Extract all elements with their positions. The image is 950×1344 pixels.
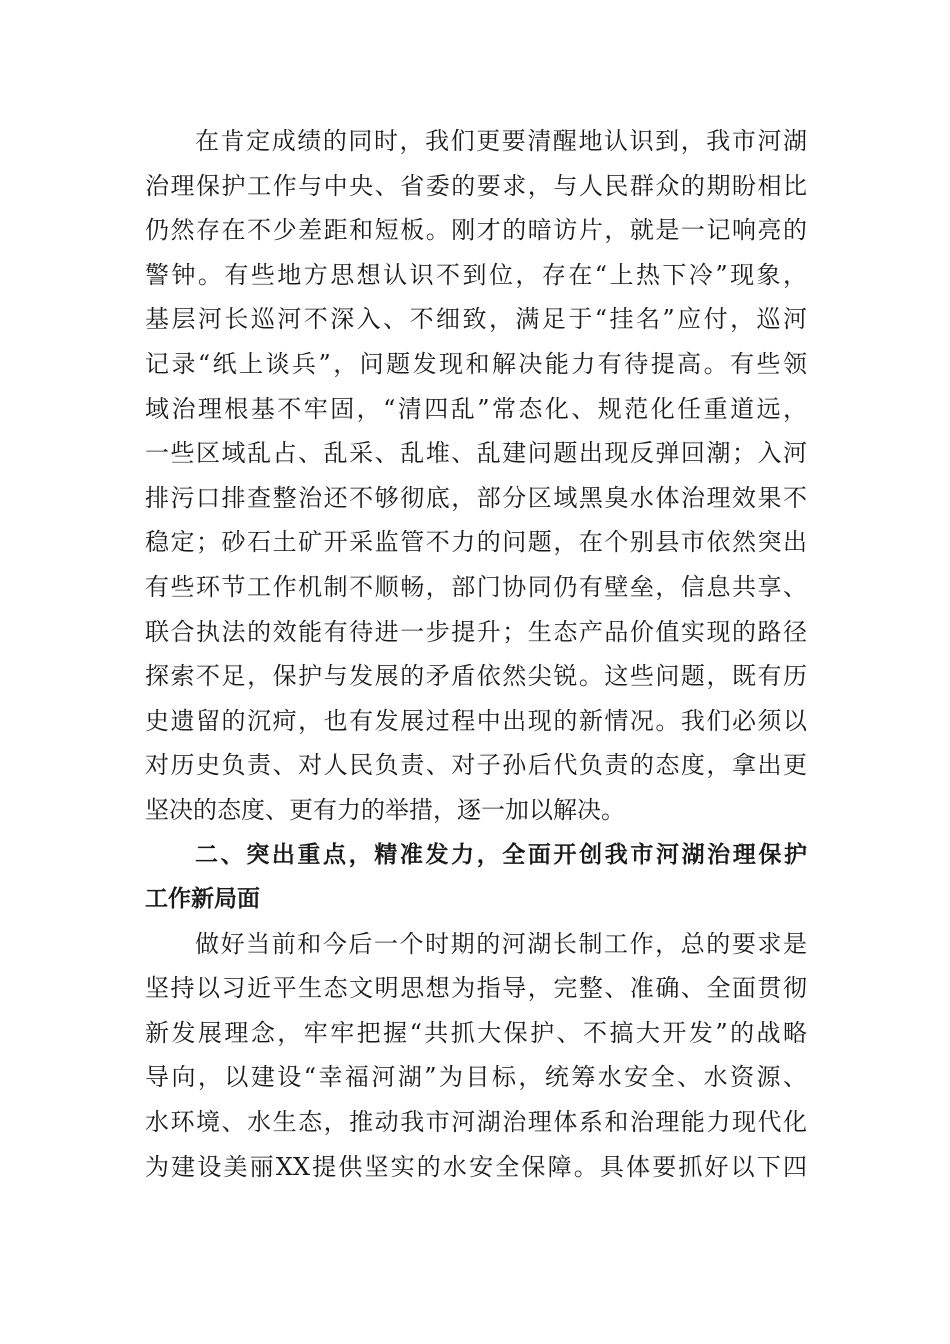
text-line: 在肯定成绩的同时，我们更要清醒地认识到，我市河湖 xyxy=(195,127,807,155)
heading-line: 二、突出重点，精准发力，全面开创我市河湖治理保护 xyxy=(195,841,807,868)
text-line: 基层河长巡河不深入、不细致，满足于“挂名”应付，巡河 xyxy=(145,305,807,334)
text-line: 水环境、水生态，推动我市河湖治理体系和治理能力现代化 xyxy=(145,1108,807,1137)
text-line: 联合执法的效能有待进一步提升；生态产品价值实现的路径 xyxy=(145,617,807,646)
text-line: 警钟。有些地方思想认识不到位，存在“上热下冷”现象， xyxy=(145,260,807,289)
text-line: 导向，以建设“幸福河湖”为目标，统筹水安全、水资源、 xyxy=(145,1063,807,1092)
text-line: 做好当前和今后一个时期的河湖长制工作，总的要求是 xyxy=(195,929,807,958)
text-line: 坚持以习近平生态文明思想为指导，完整、准确、全面贯彻 xyxy=(145,974,807,1003)
text-line: 探索不足，保护与发展的矛盾依然尖锐。这些问题，既有历 xyxy=(145,662,807,691)
text-line: 史遗留的沉疴，也有发展过程中出现的新情况。我们必须以 xyxy=(145,706,807,735)
text-line: 对历史负责、对人民负责、对子孙后代负责的态度，拿出更 xyxy=(145,751,807,780)
document-body xyxy=(145,119,807,1189)
text-line: 有些环节工作机制不顺畅，部门协同仍有壁垒，信息共享、 xyxy=(145,572,807,601)
text-line: 为建设美丽XX提供坚实的水安全保障。具体要抓好以下四 xyxy=(145,1152,807,1181)
paragraph-2 xyxy=(145,922,807,1190)
heading-line: 工作新局面 xyxy=(145,886,260,913)
text-line: 稳定；砂石土矿开采监管不力的问题，在个别县市依然突出 xyxy=(145,528,807,557)
text-line: 治理保护工作与中央、省委的要求，与人民群众的期盼相比 xyxy=(145,171,807,200)
text-line: 记录“纸上谈兵”，问题发现和解决能力有待提高。有些领 xyxy=(145,349,807,378)
text-line: 排污口排查整治还不够彻底，部分区域黑臭水体治理效果不 xyxy=(145,483,807,512)
text-line: 新发展理念，牢牢把握“共抓大保护、不搞大开发”的战略 xyxy=(145,1018,807,1047)
text-line: 一些区域乱占、乱采、乱堆、乱建问题出现反弹回潮；入河 xyxy=(145,439,807,468)
text-line: 坚决的态度、更有力的举措，逐一加以解决。 xyxy=(145,795,625,824)
section-heading xyxy=(145,833,807,922)
text-line: 仍然存在不少差距和短板。刚才的暗访片，就是一记响亮的 xyxy=(145,216,807,245)
paragraph-1 xyxy=(145,119,807,833)
text-line: 域治理根基不牢固，“清四乱”常态化、规范化任重道远， xyxy=(145,394,807,423)
